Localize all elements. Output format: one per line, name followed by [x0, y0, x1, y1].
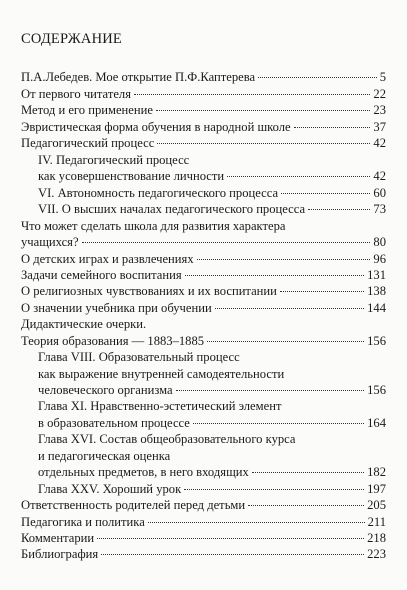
toc-leader-dots [227, 176, 370, 177]
toc-entry-title: IV. Педагогический процесс [38, 153, 190, 167]
toc-page-number: 197 [367, 482, 386, 496]
toc-entry-title: Педагогический процесс [21, 136, 155, 150]
toc-leader-dots [156, 110, 370, 111]
toc-entry-title: Библиография [21, 547, 99, 561]
toc-page-number: 156 [367, 334, 386, 348]
toc-entry [38, 398, 281, 414]
toc-entry [21, 234, 386, 250]
toc-entry-title: Метод и его применение [21, 103, 153, 117]
toc-page-number: 138 [367, 284, 386, 298]
toc-leader-dots [280, 291, 364, 292]
toc-page-number: 182 [367, 465, 386, 479]
toc-entry [38, 431, 296, 447]
toc-entry [38, 201, 386, 217]
toc-entry-title: П.А.Лебедев. Мое открытие П.Ф.Каптерева [21, 70, 256, 84]
toc-page-number: 223 [367, 547, 386, 561]
toc-leader-dots [294, 127, 371, 128]
toc-entry [21, 333, 386, 349]
toc-entry-title: Теория образования — 1883–1885 [21, 334, 205, 348]
toc-page-number: 73 [373, 202, 386, 216]
toc-leader-dots [176, 390, 364, 391]
toc-leader-dots [281, 193, 370, 194]
toc-entry [21, 497, 386, 513]
toc-entry [21, 530, 386, 546]
toc-entry [21, 218, 285, 234]
toc-leader-dots [252, 472, 364, 473]
toc-page-number: 156 [367, 383, 386, 397]
toc-leader-dots [157, 143, 370, 144]
toc-entry [38, 415, 386, 431]
toc-entry [38, 382, 386, 398]
toc-entry-title: в образовательном процессе [38, 416, 190, 430]
toc-entry [21, 119, 386, 135]
toc-entry-title: От первого читателя [21, 87, 131, 101]
toc-entry [21, 102, 386, 118]
toc-leader-dots [82, 242, 371, 243]
toc-entry [38, 464, 386, 480]
toc-leader-dots [193, 423, 364, 424]
toc-page-number: 5 [379, 70, 386, 84]
toc-entry [21, 69, 386, 85]
toc-entry [21, 546, 386, 562]
toc-leader-dots [308, 209, 370, 210]
toc-entry-title: VI. Автономность педагогического процесса [38, 186, 279, 200]
toc-entry [21, 251, 386, 267]
toc-leader-dots [101, 554, 364, 555]
toc-entry [21, 86, 386, 102]
toc-page-number: 22 [373, 87, 386, 101]
toc-entry [38, 366, 284, 382]
toc-entry-title: VII. О высших началах педагогического процесса [38, 202, 306, 216]
toc-page-number: 205 [367, 498, 386, 512]
toc-page-number: 42 [373, 169, 386, 183]
toc-entry [21, 135, 386, 151]
toc-entry [38, 349, 240, 365]
toc-page-number: 23 [373, 103, 386, 117]
toc-leader-dots [258, 77, 377, 78]
toc-leader-dots [248, 505, 364, 506]
toc-entry-title: Глава VIII. Образовательный процесс [38, 350, 240, 364]
toc-page-number: 37 [373, 120, 386, 134]
toc-page-number: 80 [373, 235, 386, 249]
toc-leader-dots [215, 308, 364, 309]
toc-entry-title: О религиозных чувствованиях и их воспитании [21, 284, 277, 298]
toc-entry-title: Эвристическая форма обучения в народной школе [21, 120, 291, 134]
page-title: СОДЕРЖАНИЕ [21, 31, 122, 47]
toc-leader-dots [148, 522, 365, 523]
toc-page-number: 218 [367, 531, 386, 545]
toc-entry-title: как выражение внутренней самодеятельности [38, 367, 285, 381]
toc-entry [38, 481, 386, 497]
toc-entry-title: Задачи семейного воспитания [21, 268, 182, 282]
toc-leader-dots [184, 489, 364, 490]
toc-entry [21, 300, 386, 316]
toc-leader-dots [197, 259, 371, 260]
toc-entry-title: Глава XI. Нравственно-эстетический элемент [38, 399, 282, 413]
toc-entry-title: Глава XXV. Хороший урок [38, 482, 182, 496]
toc-leader-dots [207, 341, 364, 342]
toc-page-number: 164 [367, 416, 386, 430]
toc-entry [21, 267, 386, 283]
toc-entry-title: Дидактические очерки. [21, 317, 147, 331]
toc-page-number: 60 [373, 186, 386, 200]
toc-page-number: 144 [367, 301, 386, 315]
toc-leader-dots [134, 94, 370, 95]
toc-entry [38, 448, 170, 464]
toc-entry [21, 316, 146, 332]
toc-entry [38, 168, 386, 184]
toc-page-number: 211 [367, 515, 386, 529]
toc-leader-dots [185, 275, 364, 276]
toc-leader-dots [97, 538, 364, 539]
toc-entry-title: О детских играх и развлечениях [21, 252, 194, 266]
toc-entry [38, 152, 189, 168]
toc-entry-title: Комментарии [21, 531, 95, 545]
toc-entry-title: и педагогическая оценка [38, 449, 171, 463]
toc-entry-title: Педагогика и политика [21, 515, 145, 529]
toc-page-number: 131 [367, 268, 386, 282]
toc-page-number: 96 [373, 252, 386, 266]
toc-entry-title: человеческого организма [38, 383, 173, 397]
toc-entry [21, 514, 386, 530]
toc-page-number: 42 [373, 136, 386, 150]
toc-entry-title: отдельных предметов, в него входящих [38, 465, 249, 479]
toc-entry-title: учащихся? [21, 235, 79, 249]
toc-entry-title: Глава XVI. Состав общеобразовательного курса [38, 432, 296, 446]
toc-entry [21, 283, 386, 299]
toc-entry [38, 185, 386, 201]
toc-entry-title: Что может сделать школа для развития характера [21, 219, 286, 233]
toc-entry-title: Ответственность родителей перед детьми [21, 498, 246, 512]
toc-entry-title: О значении учебника при обучении [21, 301, 212, 315]
toc-entry-title: как усовершенствование личности [38, 169, 225, 183]
